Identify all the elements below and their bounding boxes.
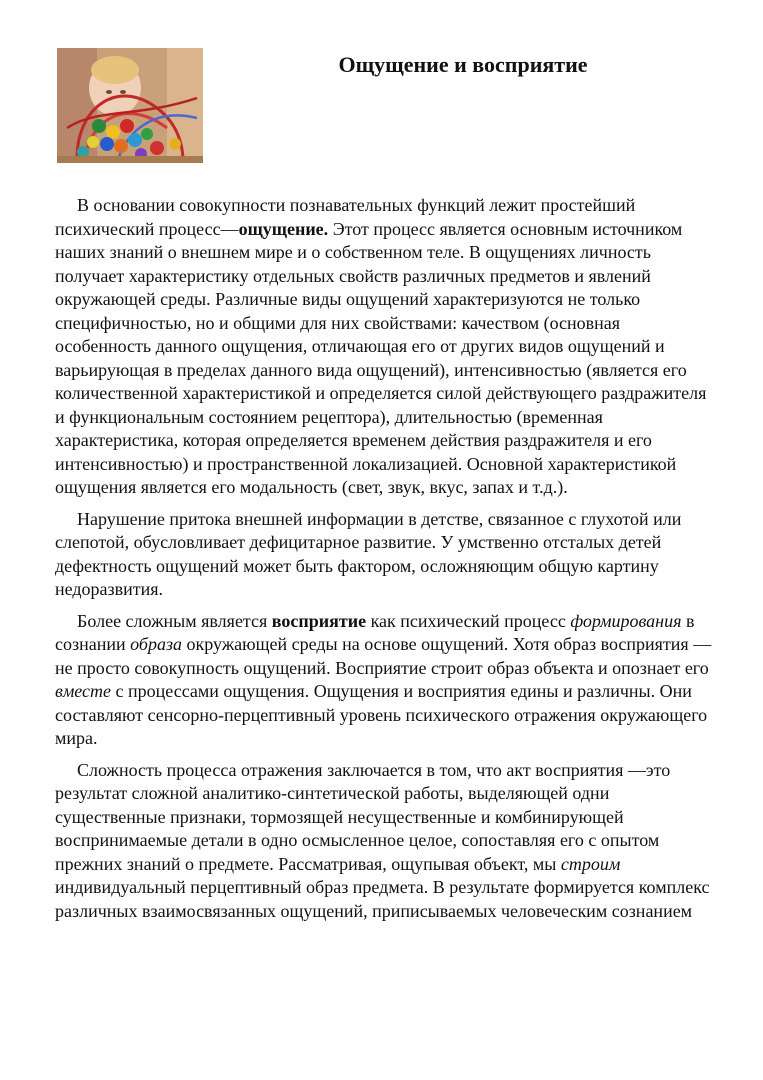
paragraph-perception	[55, 610, 720, 751]
article-body	[55, 194, 720, 931]
page-title: Ощущение и восприятие	[338, 52, 588, 77]
paragraph-text: Нарушение притока внешней информации в детстве, связанное с глухотой или слепотой, обусловливает дефицитарное развитие. У умственно отсталых детей дефектность ощущений может быть фактором, осложняющим общую картину недоразвития.	[55, 508, 682, 599]
paragraph-text: индивидуальный перцептивный образ предмета. В результате формируется комплекс различных взаимосвязанных ощущений, приписываемых человеческим сознанием	[55, 877, 710, 921]
paragraph-deficit	[55, 508, 720, 602]
italic-term: формирования	[570, 610, 682, 631]
paragraph-text: с процессами ощущения. Ощущения и восприятия едины и различны. Они составляют сенсорно-перцептивный уровень психического отражения окружающего мира.	[55, 681, 708, 748]
paragraph-text: В основании совокупности познавательных функций лежит простейший психический процесс—	[55, 195, 636, 239]
header-photo	[57, 48, 203, 163]
bold-term-perception: восприятие	[271, 610, 367, 631]
paragraph-text: Сложность процесса отражения заключается в том, что акт восприятия —это результат сложной аналитико-синтетической работы, выделяющей одни существенные признаки, тормозящей несущественные и комбинирующей воспринимаемые детали в одно осмысленное целое, сопоставляя его с опытом прежних знаний о предмете. Рассматривая, ощупывая объект, мы	[55, 759, 671, 874]
paragraph-text: Более сложным является	[77, 610, 272, 631]
paragraph-complexity	[55, 759, 720, 924]
paragraph-text: окружающей среды на основе ощущений. Хотя образ восприятия — не просто совокупность ощущений. Восприятие строит образ объекта и опознает его	[55, 634, 712, 678]
italic-term: вместе	[55, 681, 112, 701]
paragraph-sensation	[55, 194, 720, 500]
paragraph-text: как психический процесс	[366, 610, 571, 631]
italic-term: образа	[130, 634, 182, 654]
paragraph-text: в сознании	[55, 610, 695, 654]
bold-term-sensation: ощущение.	[238, 218, 329, 239]
paragraph-text: Этот процесс является основным источником наших знаний о внешнем мире и о собственном теле. В ощущениях личность получает характеристику отдельных свойств различных предметов и явлений окружающей среды. Различные виды ощущений характеризуются не только специфичностью, но и общими для них свойствами: качеством (основная особенность данного ощущения, отличающая его от других видов ощущений и варьирующая в пределах данного вида ощущений), интенсивностью (является его количественной характеристикой и определяется силой действующего раздражителя и функциональным состоянием рецептора), длительностью (временная характеристика, которая определяется временем действия раздражителя и его интенсивностью) и пространственной локализацией. Основной характеристикой ощущения является его модальность (свет, звук, вкус, запах и т.д.).	[55, 218, 707, 497]
italic-term: строим	[560, 853, 621, 874]
child-with-bead-maze-image	[57, 48, 203, 163]
